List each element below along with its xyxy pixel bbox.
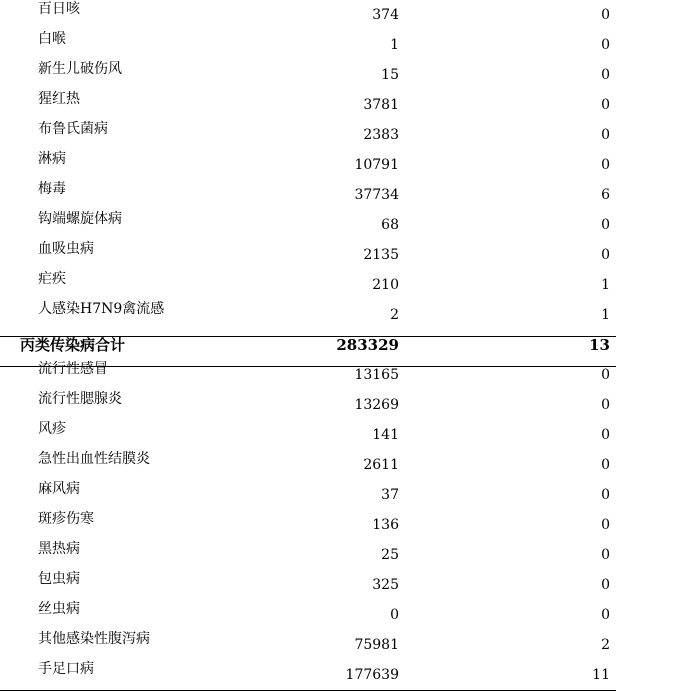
disease-name: 斑疹伤寒 (38, 511, 94, 527)
disease-name: 新生儿破伤风 (38, 61, 122, 77)
case-count: 325 (372, 577, 399, 593)
total-death-count: 13 (589, 336, 610, 354)
total-row-bottom-rule (0, 366, 616, 367)
disease-name: 钩端螺旋体病 (38, 211, 122, 227)
case-count: 141 (372, 427, 399, 443)
disease-name: 血吸虫病 (38, 241, 94, 257)
case-count: 68 (381, 217, 399, 233)
table-bottom-rule (0, 690, 616, 691)
disease-name: 麻风病 (38, 481, 80, 497)
death-count: 0 (601, 217, 610, 233)
disease-name: 梅毒 (38, 181, 66, 197)
disease-name: 包虫病 (38, 571, 80, 587)
death-count: 0 (601, 157, 610, 173)
death-count: 0 (601, 607, 610, 623)
disease-name: 风疹 (38, 421, 66, 437)
case-count: 374 (372, 7, 399, 23)
case-count: 37734 (354, 187, 399, 203)
case-count: 210 (372, 277, 399, 293)
disease-name: 手足口病 (38, 661, 94, 677)
case-count: 10791 (354, 157, 399, 173)
death-count: 0 (601, 577, 610, 593)
disease-name: 黑热病 (38, 541, 80, 557)
case-count: 2 (390, 307, 399, 323)
table-row (0, 300, 698, 330)
disease-name: 急性出血性结膜炎 (38, 451, 150, 467)
death-count: 0 (601, 547, 610, 563)
death-count: 1 (601, 277, 610, 293)
case-count: 75981 (354, 637, 399, 653)
disease-name: 淋病 (38, 151, 66, 167)
death-count: 0 (601, 247, 610, 263)
table-row (0, 660, 698, 690)
case-count: 3781 (363, 97, 399, 113)
death-count: 2 (601, 637, 610, 653)
case-count: 15 (381, 67, 399, 83)
case-count: 136 (372, 517, 399, 533)
disease-name: 流行性腮腺炎 (38, 391, 122, 407)
total-label: 丙类传染病合计 (20, 336, 126, 354)
death-count: 0 (601, 37, 610, 53)
case-count: 0 (390, 607, 399, 623)
case-count: 37 (381, 487, 399, 503)
case-count: 177639 (345, 667, 399, 683)
total-row-top-rule (0, 336, 616, 337)
case-count: 2135 (363, 247, 399, 263)
death-count: 0 (601, 517, 610, 533)
disease-name: 百日咳 (38, 1, 80, 17)
case-count: 2611 (363, 457, 399, 473)
death-count: 0 (601, 457, 610, 473)
death-count: 0 (601, 7, 610, 23)
disease-name: 白喉 (38, 31, 66, 47)
case-count: 1 (390, 37, 399, 53)
death-count: 0 (601, 487, 610, 503)
death-count: 0 (601, 127, 610, 143)
disease-name: 疟疾 (38, 271, 66, 287)
disease-name: 其他感染性腹泻病 (38, 631, 150, 647)
disease-name: 流行性感冒 (38, 361, 108, 377)
case-count: 25 (381, 547, 399, 563)
death-count: 1 (601, 307, 610, 323)
death-count: 0 (601, 367, 610, 383)
death-count: 0 (601, 427, 610, 443)
disease-name: 人感染H7N9禽流感 (38, 301, 165, 317)
case-count: 13269 (354, 397, 399, 413)
disease-name: 布鲁氏菌病 (38, 121, 108, 137)
case-count: 13165 (354, 367, 399, 383)
disease-name: 丝虫病 (38, 601, 80, 617)
disease-name: 猩红热 (38, 91, 80, 107)
death-count: 0 (601, 397, 610, 413)
death-count: 11 (592, 667, 610, 683)
death-count: 6 (601, 187, 610, 203)
death-count: 0 (601, 97, 610, 113)
total-case-count: 283329 (336, 336, 399, 354)
case-count: 2383 (363, 127, 399, 143)
death-count: 0 (601, 67, 610, 83)
